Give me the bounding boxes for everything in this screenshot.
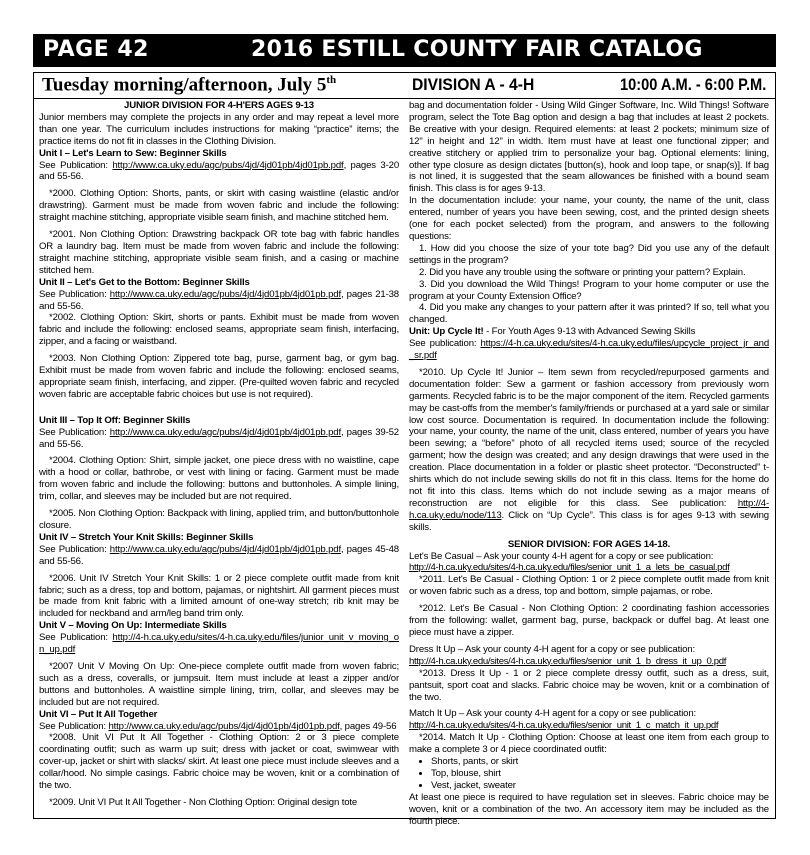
- question-2: 2. Did you have any trouble using the software or printing your pattern? Explain.: [419, 266, 746, 278]
- page-number: PAGE 42: [43, 37, 149, 62]
- class-2002: *2002. Clothing Option: Skirt, shorts or pants. Exhibit must be made from woven fabric and include the following: enclosed seams, appropriate seam finish, interfacing, zipper, and a facing or waistband.: [39, 312, 399, 348]
- upcycle-node-link[interactable]: http://4-h.ca.uky.edu/node/113: [409, 497, 769, 521]
- unit-5-link[interactable]: http://4-h.ca.uky.edu/sites/4-h.ca.uky.edu/files/junior_unit_v_moving_on_up.pdf: [39, 632, 399, 656]
- class-2012: *2012. Let's Be Casual - Non Clothing Option: 2 coordinating fashion accessories from the following: wallet, garment bag, purse, backpack or duffel bag. At least one piece must have a zipper.: [409, 603, 769, 638]
- question-3: 3. Did you download the Wild Things! Program to your home computer or use the program at your County Extension Office?: [409, 278, 769, 302]
- unit-4-title: Unit IV – Stretch Your Knit Skills: Beginner Skills: [39, 531, 254, 543]
- class-2000: *2000. Clothing Option: Shorts, pants, or skirt with casing waistline (elastic and/or drawstring). Garment must be made from woven fabric and include the following: straight machine stitching, appropriate visible seam finish, and machine stitched hem.: [39, 188, 399, 224]
- unit-6-link[interactable]: http://www.ca.uky.edu/agc/pubs/4jd/4jd01pb/4jd01pb.pdf: [108, 720, 340, 732]
- match-it-up-link[interactable]: http://4-h.ca.uky.edu/sites/4-h.ca.uky.edu/files/senior_unit_1_c_match_it_up.pdf: [409, 720, 719, 732]
- list-item: • Vest, jacket, sweater: [431, 780, 769, 792]
- pub-label: See Publication:: [39, 288, 110, 300]
- class-2005: *2005. Non Clothing Option: Backpack with lining, applied trim, and button/buttonhole closure.: [39, 508, 399, 531]
- unit-1-publication: [39, 160, 399, 184]
- class-2009: *2009. Unit VI Put It All Together - Non Clothing Option: Original design tote: [49, 796, 358, 808]
- pub-pages: , pages 3-20 and 55-56.: [39, 159, 399, 183]
- unit-5-publication: [39, 632, 399, 656]
- unit-4-publication: [39, 544, 399, 568]
- spacer: [39, 401, 399, 415]
- documentation-instructions: In the documentation include: your name, your county, the name of the unit, class entered, number of years you have been sewing, cost, and the printed design sheets (one for each pocket selected) from the program, and answers to the following questions:: [409, 195, 769, 242]
- dress-it-up-intro: Dress It Up – Ask your county 4-H agent for a copy or see publication:: [409, 643, 695, 655]
- pub-label: See Publication:: [39, 632, 113, 644]
- junior-division-title: JUNIOR DIVISION FOR 4-H'ERS AGES 9-13: [124, 100, 314, 111]
- junior-intro: Junior members may complete the projects in any order and may repeat a level more than one year. The curriculum includes instructions for making “practice” items; the practice items do not fit in classes in the Clothing Division.: [39, 111, 399, 147]
- list-item: • Top, blouse, shirt: [431, 768, 769, 780]
- schedule-day: [42, 74, 336, 96]
- outfit-groups-list: [409, 756, 769, 792]
- upcycle-link[interactable]: https://4-h.ca.uky.edu/sites/4-h.ca.uky.edu/files/upcycle_project_jr_and_sr.pdf: [409, 338, 769, 362]
- upcycle-title: Unit: Up Cycle It!: [409, 326, 484, 338]
- pub-label: See Publication:: [39, 543, 110, 555]
- unit-5-title: Unit V – Moving On Up: Intermediate Skills: [39, 620, 227, 632]
- pub-label: See Publication:: [39, 159, 113, 171]
- class-2009-continued: bag and documentation folder - Using Wild Ginger Software, Inc. Wild Things! Software program, select the Tote Bag option and design a bag that includes at least 2 pockets. Be creative with your design. Required elements: at least 2 pockets; minimum size of 12" in height and 12" in width. Item must have at least one functional zipper; and creative stitchery or applied trim to personalize your bag. Optional elements: lining, other type closure as design dictates [button(s), hook and loop tape, or snap(s)]. If bag is not lined, it is suggested that the seam allowances be finished with a bound seam finish. This class is for ages 9-13.: [409, 100, 769, 195]
- unit-4-link[interactable]: http://www.ca.uky.edu/agc/pubs/4jd/4jd01pb/4jd01pb.pdf: [109, 543, 341, 555]
- pub-pages: , pages 45-48 and 55-56.: [39, 543, 399, 567]
- day-text: Tuesday morning/afternoon, July 5: [42, 74, 327, 96]
- unit-6-title: Unit VI – Put It All Together: [39, 708, 158, 720]
- schedule-time: 10:00 A.M. - 6:00 P.M.: [620, 75, 767, 94]
- dress-it-up-link[interactable]: http://4-h.ca.uky.edu/sites/4-h.ca.uky.edu/files/senior_unit_1_b_dress_it_up_0.pdf: [409, 655, 727, 667]
- unit-1-title: Unit I – Let's Learn to Sew: Beginner Skills: [39, 147, 227, 159]
- class-2003: *2003. Non Clothing Option: Zippered tote bag, purse, garment bag, or gym bag. Exhibit must be made from woven fabric and include the following: enclosed seams, appropriate seam finish, interfacing, and zipper. (Pre-quilted woven fabric and recycled woven fabric are acceptable fabric choices but use is not required).: [39, 353, 399, 400]
- unit-3-publication: [39, 427, 399, 451]
- unit-2-title: Unit II – Let's Get to the Bottom: Beginner Skills: [39, 276, 250, 288]
- class-2010: [409, 367, 769, 534]
- unit-1-link[interactable]: http://www.ca.uky.edu/agc/pubs/4jd/4jd01pb/4jd01pb.pdf: [112, 159, 344, 171]
- page-banner: [33, 34, 776, 67]
- class-2011: *2011. Let's Be Casual - Clothing Option: 1 or 2 piece complete outfit made from knit or woven fabric such as a dress, top and bottom, simple pajamas, or robe.: [409, 574, 769, 598]
- right-column: [409, 100, 769, 827]
- upcycle-heading: [409, 326, 769, 338]
- unit-3-title: Unit III – Top It Off: Beginner Skills: [39, 414, 191, 426]
- class-2013: *2013. Dress It Up - 1 or 2 piece complete dressy outfit, such as a dress, suit, pantsuit, sport coat and slacks. Fabric choice may be woven, knit or a combination of the two.: [409, 667, 769, 703]
- lets-be-casual-intro: Let's Be Casual – Ask your county 4-H agent for a copy or see publication:: [409, 550, 714, 562]
- pub-pages: , pages 21-38 and 55-56.: [39, 288, 399, 312]
- unit-2-publication: [39, 289, 399, 313]
- schedule-header: [34, 73, 775, 99]
- class-2014: *2014. Match It Up - Clothing Option: Choose at least one item from each group to make a complete 3 or 4 piece coordinated outfit:: [409, 732, 769, 756]
- pub-label: See Publication:: [39, 720, 109, 732]
- upcycle-subtitle: - For Youth Ages 9-13 with Advanced Sewing Skills: [483, 326, 696, 338]
- question-4: 4. Did you make any changes to your pattern after it was printed? If so, tell what you changed.: [409, 302, 769, 326]
- list-item: • Shorts, pants, or skirt: [431, 756, 769, 768]
- class-2004: *2004. Clothing Option: Shirt, simple jacket, one piece dress with no waistline, cape with a hood or collar, bathrobe, or vest with lining or facing. Garment must be made from woven fabric and include the following: buttons and buttonholes. A simple lining, trim, collar, and sleeves may be included but are not required.: [39, 455, 399, 503]
- unit-3-link[interactable]: http://www.ca.uky.edu/agc/pubs/4jd/4jd01pb/4jd01pb.pdf: [109, 426, 341, 438]
- class-2008: *2008. Unit VI Put It All Together - Clothing Option: 2 or 3 piece complete coordinating outfit; such as warm up suit; dress with jacket or coat, swimwear with cover-up, jacket or shirt with slacks/ skirt. At least one piece must include sleeves and a collar/hood. No simple casings. Fabric choice may be woven, knit or a combination of the two.: [39, 732, 399, 792]
- division-label: DIVISION A - 4-H: [412, 75, 535, 94]
- upcycle-publication: [409, 338, 769, 362]
- unit-6-publication: [39, 721, 399, 733]
- class-2007: *2007 Unit V Moving On Up: One-piece complete outfit made from woven fabric; such as a dress, coveralls, or jumpsuit. Item must include at least a zipper and/or buttons and buttonholes. A waistline simple lining, trim, collar, and sleeves may be included but are not required.: [39, 660, 399, 708]
- content-frame: [33, 72, 776, 827]
- class-2006: *2006. Unit IV Stretch Your Knit Skills: 1 or 2 piece complete outfit made from knit fabric; such as a dress, top and bottom, pajamas, or nightshirt. All garment pieces must be made from knit fabric with a limited amount of one-way stretch; rib knit may be included for neckband and arm/leg band trim only.: [39, 572, 399, 620]
- pub-label: See publication:: [409, 338, 481, 350]
- left-column: [39, 100, 399, 809]
- catalog-title: 2016 ESTILL COUNTY FAIR CATALOG: [251, 37, 703, 62]
- senior-division-title: SENIOR DIVISION: FOR AGES 14-18.: [507, 538, 671, 550]
- match-it-up-intro: Match It Up – Ask your county 4-H agent for a copy or see publication:: [409, 708, 697, 720]
- class-2010-end: . Click on “Up Cycle”. This class is for ages 9-13 with sewing skills.: [409, 509, 769, 533]
- pub-label: See Publication:: [39, 426, 110, 438]
- pub-pages: , pages 49-56: [339, 720, 397, 732]
- unit-2-link[interactable]: http://www.ca.uky.edu/agc/pubs/4jd/4jd01pb/4jd01pb.pdf: [109, 288, 341, 300]
- question-1: 1. How did you choose the size of your tote bag? Did you use any of the default settings in the program?: [409, 242, 769, 266]
- class-2001: *2001. Non Clothing Option: Drawstring backpack OR tote bag with fabric handles OR a laundry bag. Item must be made from woven fabric and include the following: straight machine stitching, appropriate visible seam finish, and a casing or machine stitched hem.: [39, 229, 399, 276]
- day-suffix: th: [326, 74, 337, 86]
- lets-be-casual-link[interactable]: http://4-h.ca.uky.edu/sites/4-h.ca.uky.edu/files/senior_unit_1_a_lets_be_casual.pdf: [409, 562, 730, 574]
- senior-closing-note: At least one piece is required to have regulation set in sleeves. Fabric choice may be woven, knit or a combination of the two. An accessory item may be included as the fourth piece.: [409, 791, 769, 827]
- pub-pages: , pages 39-52 and 55-56.: [39, 426, 399, 450]
- class-2010-text: *2010. Up Cycle It! Junior – Item sewn from recycled/repurposed garments and documentation folder: Sew a garment or fashion accessory from previously worn garments. Recycled fabric is to be the major component of the item. Recycled garments may be cast-offs from the member's family/friends or purchased at a yard sale or similar low cost source. Documentation is required. In documentation include the following: your name, your county, the name of the unit, class entered, number of years you have been sewing; a “before” photo of all recycled items used; source of the recycled garment; how the design was created; and any design drawings that were used in the creation. Place documentation in a folder or plastic sheet protector. “Deconstructed” t-shirts which do not include sewing skills do not fit in this class. Items for the home do not fit into this class. Items which do not include sewing as a major means of reconstruction are not eligible for this class. See publication:: [409, 366, 769, 509]
